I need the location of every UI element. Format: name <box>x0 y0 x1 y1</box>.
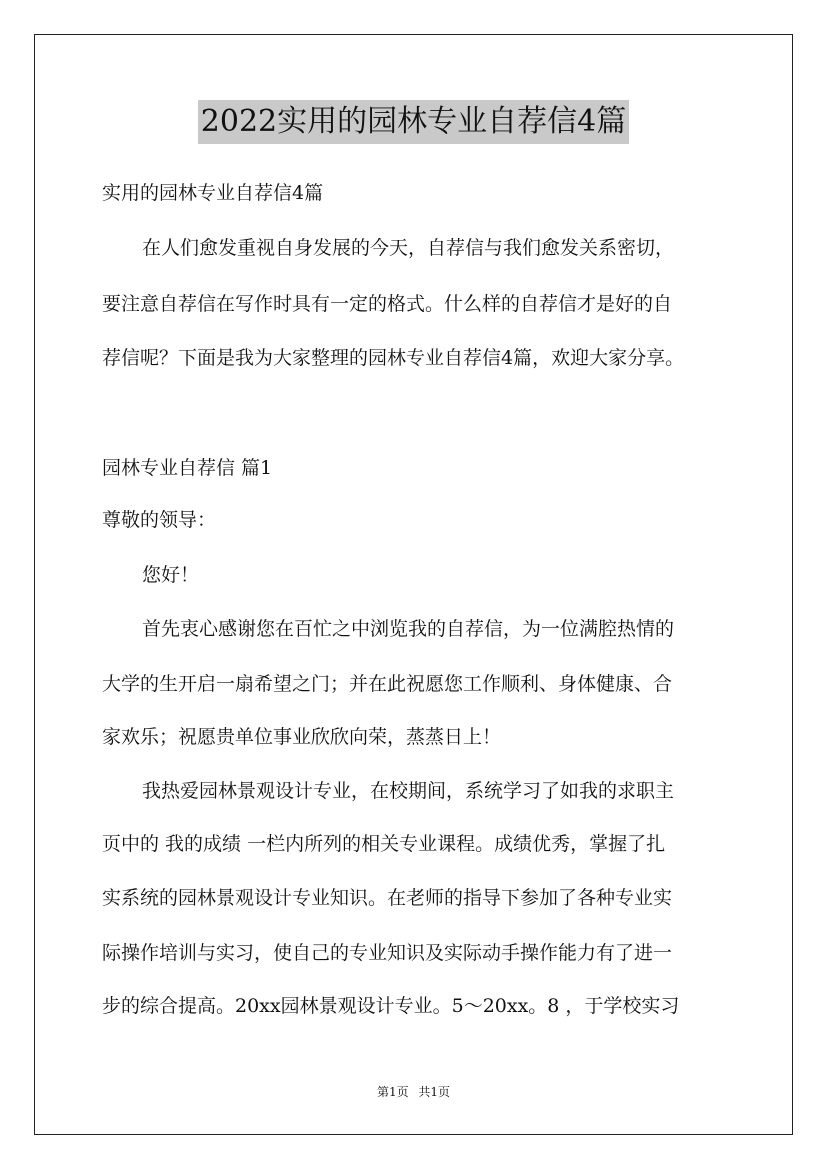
document-title: 2022实用的园林专业自荐信4篇 <box>198 100 629 144</box>
para2-line-3: 实系统的园林景观设计专业知识。在老师的指导下参加了各种专业实 <box>102 887 673 909</box>
document-subtitle: 实用的园林专业自荐信4篇 <box>102 182 324 204</box>
para2-line-1: 我热爱园林景观设计专业，在校期间，系统学习了如我的求职主 <box>142 780 675 802</box>
para2-line-5: 步的综合提高。20xx园林景观设计专业。5～20xx。8 ，于学校实习 <box>102 995 680 1017</box>
page-total: 共1页 <box>418 1085 451 1099</box>
intro-line-3: 荐信呢？下面是我为大家整理的园林专业自荐信4篇，欢迎大家分享。 <box>102 347 685 369</box>
para1-line-3: 家欢乐；祝愿贵单位事业欣欣向荣，蒸蒸日上！ <box>102 726 502 748</box>
intro-line-2: 要注意自荐信在写作时具有一定的格式。什么样的自荐信才是好的自 <box>102 293 673 315</box>
intro-line-1: 在人们愈发重视自身发展的今天，自荐信与我们愈发关系密切， <box>142 237 675 259</box>
greeting: 您好！ <box>142 564 200 586</box>
title-container <box>0 100 827 144</box>
para2-line-4: 际操作培训与实习，使自己的专业知识及实际动手操作能力有了进一 <box>102 942 673 964</box>
page-footer <box>0 1084 827 1100</box>
page-current: 第1页 <box>376 1085 409 1099</box>
para1-line-2: 大学的生开启一扇希望之门；并在此祝愿您工作顺利、身体健康、合 <box>102 673 673 695</box>
section-heading: 园林专业自荐信 篇1 <box>102 457 273 479</box>
para2-line-2: 页中的 我的成绩 一栏内所列的相关专业课程。成绩优秀，掌握了扎 <box>102 833 666 855</box>
para1-line-1: 首先衷心感谢您在百忙之中浏览我的自荐信，为一位满腔热情的 <box>142 618 675 640</box>
salutation: 尊敬的领导： <box>102 509 217 531</box>
